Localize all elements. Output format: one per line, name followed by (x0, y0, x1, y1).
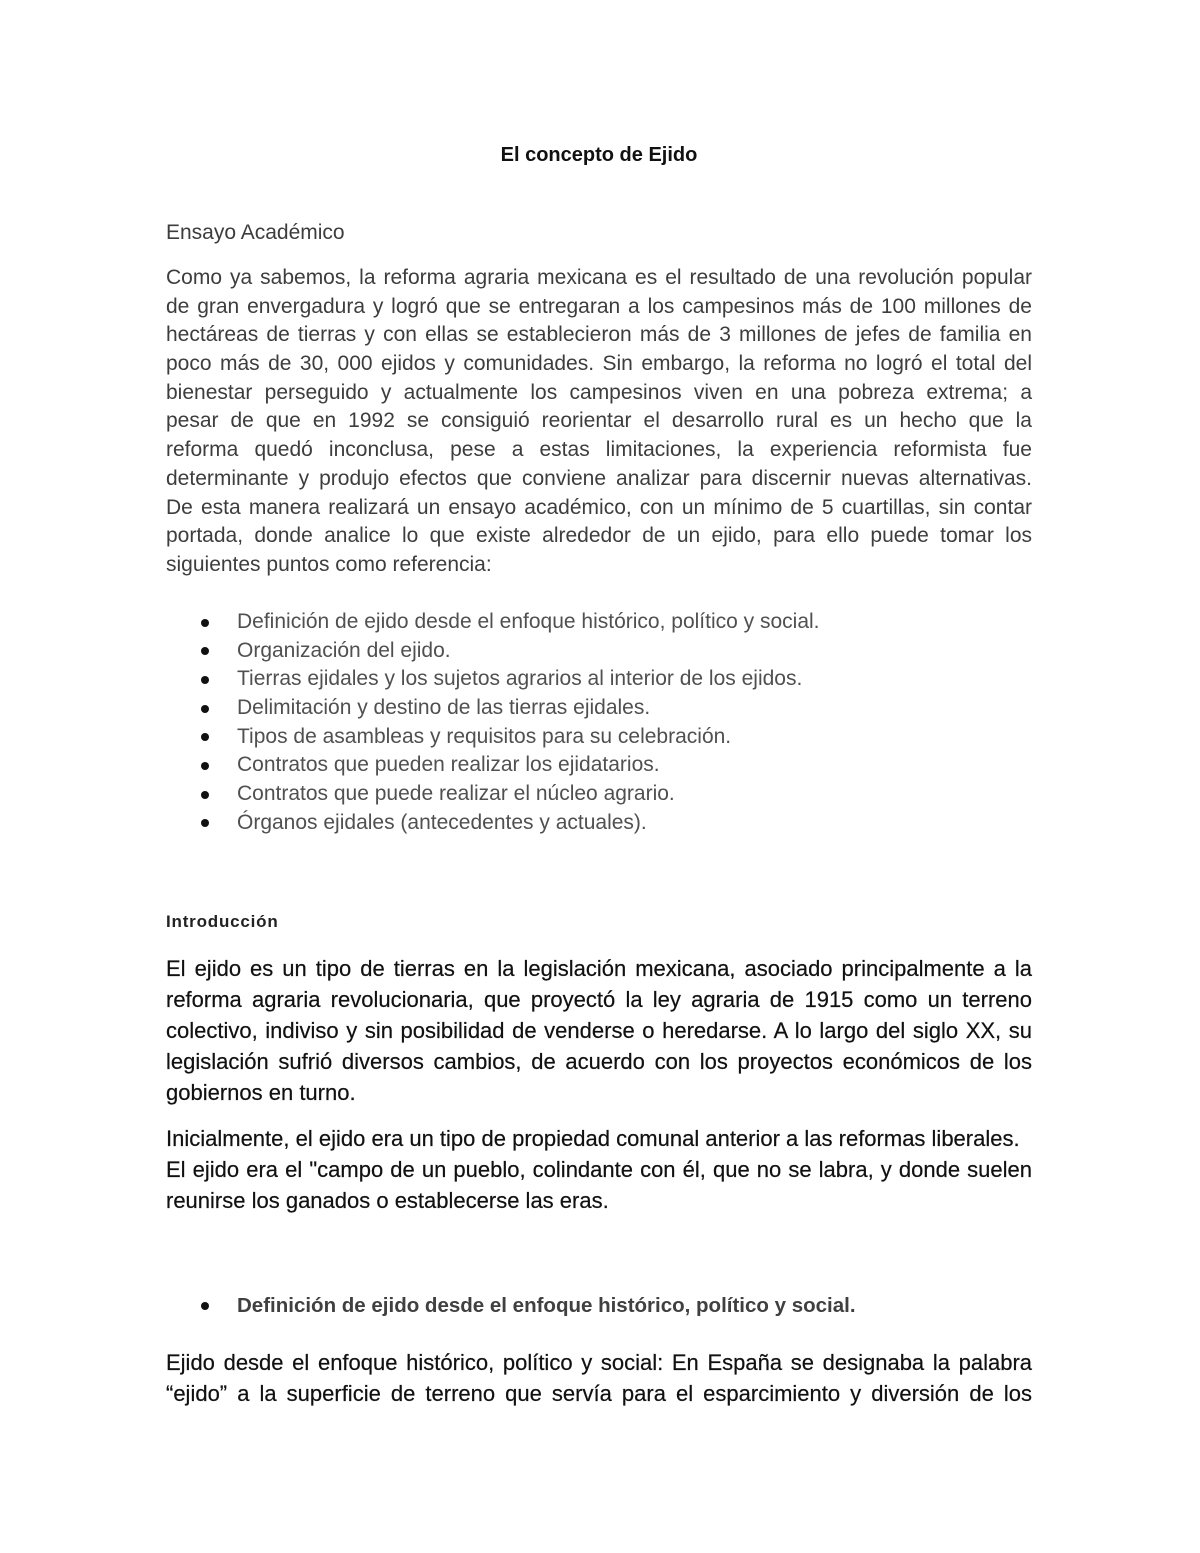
paragraph-line: legislación sufrió diversos cambios, de acuerdo con los proyectos económicos de los (166, 1049, 1032, 1074)
paragraph-line: reforma agraria revolucionaria, que proyectó la ley agraria de 1915 como un terreno (166, 987, 1032, 1012)
paragraph-line: Ejido desde el enfoque histórico, político y social: En España se designaba la palabra (166, 1350, 1032, 1375)
bullet-icon (201, 647, 209, 655)
bullet-icon (201, 676, 209, 684)
topics-list (166, 608, 1032, 838)
section-heading-introduccion: Introducción (166, 912, 279, 931)
paragraph-line: bienestar perseguido y actualmente los campesinos viven en una pobreza extrema; a (166, 380, 1032, 404)
paragraph-line: “ejido” a la superficie de terreno que servía para el esparcimiento y diversión de los (166, 1381, 1032, 1406)
paragraph-line: El ejido era el "campo de un pueblo, colindante con él, que no se labra, y donde suelen (166, 1157, 1032, 1182)
topic-item (166, 694, 1032, 723)
topic-item (166, 780, 1032, 809)
document-subtitle: Ensayo Académico (166, 221, 345, 244)
paragraph-line: Como ya sabemos, la reforma agraria mexicana es el resultado de una revolución popular (166, 266, 1032, 289)
topic-label: Tierras ejidales y los sujetos agrarios al interior de los ejidos. (237, 667, 803, 691)
topic-label: Definición de ejido desde el enfoque histórico, político y social. (237, 610, 820, 633)
topic-item (166, 608, 1032, 637)
definition-paragraph (166, 1347, 1032, 1409)
topic-item (166, 723, 1032, 752)
paragraph-line: determinante y produjo efectos que conviene analizar para discernir nuevas alternativas. (166, 466, 1032, 490)
paragraph-line: colectivo, indiviso y sin posibilidad de venderse o heredarse. A lo largo del siglo XX, su (166, 1018, 1032, 1043)
introduction-paragraph (166, 953, 1032, 1108)
topic-label: Contratos que pueden realizar los ejidatarios. (237, 753, 660, 777)
bullet-icon (201, 1302, 209, 1310)
bullet-icon (201, 705, 209, 713)
section-topic-item (166, 1290, 1032, 1321)
topic-item (166, 751, 1032, 780)
bullet-icon (201, 619, 209, 627)
bullet-icon (201, 791, 209, 799)
paragraph-line: gobiernos en turno. (166, 1080, 356, 1105)
intro-paragraph (166, 264, 1032, 580)
paragraph-line: De esta manera realizará un ensayo académico, con un mínimo de 5 cuartillas, sin contar (166, 495, 1032, 519)
bullet-icon (201, 733, 209, 741)
paragraph-line: portada, donde analice lo que existe alrededor de un ejido, para ello puede tomar los (166, 524, 1032, 548)
topic-item (166, 809, 1032, 838)
topic-label: Organización del ejido. (237, 638, 451, 662)
topic-item (166, 665, 1032, 694)
paragraph-line: Inicialmente, el ejido era un tipo de propiedad comunal anterior a las reformas liberales. (166, 1126, 1020, 1151)
bullet-icon (201, 762, 209, 770)
paragraph-line: poco más de 30, 000 ejidos y comunidades. Sin embargo, la reforma no logró el total del (166, 352, 1032, 376)
paragraph-line: hectáreas de tierras y con ellas se establecieron más de 3 millones de jefes de familia en (166, 323, 1032, 347)
paragraph-line: pesar de que en 1992 se consiguió reorientar el desarrollo rural es un hecho que la (166, 409, 1032, 433)
topic-item (166, 637, 1032, 666)
introduction-paragraph (166, 1123, 1032, 1216)
paragraph-line: de gran envergadura y logró que se entregaran a los campesinos más de 100 millones de (166, 294, 1032, 318)
topic-label: Contratos que puede realizar el núcleo agrario. (237, 782, 675, 806)
paragraph-line: siguientes puntos como referencia: (166, 552, 492, 576)
section-topic-label: Definición de ejido desde el enfoque histórico, político y social. (237, 1294, 856, 1317)
topic-label: Tipos de asambleas y requisitos para su celebración. (237, 724, 732, 748)
paragraph-line: reforma quedó inconclusa, pese a estas limitaciones, la experiencia reformista fue (166, 438, 1032, 462)
paragraph-line: reunirse los ganados o establecerse las eras. (166, 1188, 609, 1213)
topic-label: Delimitación y destino de las tierras ejidales. (237, 696, 651, 720)
paragraph-line: El ejido es un tipo de tierras en la legislación mexicana, asociado principalmente a la (166, 956, 1032, 981)
document-title: El concepto de Ejido (500, 144, 698, 166)
topic-label: Órganos ejidales (antecedentes y actuales). (237, 810, 647, 834)
bullet-icon (201, 819, 209, 827)
